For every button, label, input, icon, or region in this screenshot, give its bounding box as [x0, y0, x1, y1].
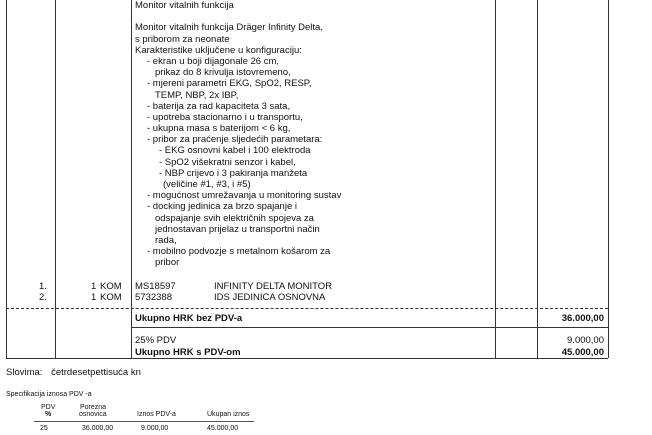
- vat-spec-rate: 25: [40, 425, 48, 432]
- totals-separator: [6, 308, 608, 309]
- description-line: - mjereni parametri EKG, SpO2, RESP,: [147, 78, 312, 90]
- description-line: - pribor za praćenje sljedećih parametara:: [147, 134, 323, 146]
- vat-spec-total: 45.000,00: [207, 425, 239, 432]
- item-code: MS18597: [135, 281, 176, 292]
- vat-label: 25% PDV: [135, 335, 177, 346]
- amount-in-words-label: Slovima:: [6, 367, 43, 378]
- description-line: - ekran u boji dijagonale 26 cm,: [147, 55, 280, 67]
- description-line: [135, 11, 341, 22]
- item-quantity: 1: [91, 281, 97, 292]
- description-line: - EKG osnovni kabel i 100 elektroda: [159, 145, 311, 157]
- description-line: Monitor vitalnih funkcija: [135, 0, 234, 11]
- amount-in-words: [6, 367, 141, 378]
- item-unit: KOM: [100, 292, 122, 303]
- vat-spec-divider: [34, 421, 254, 422]
- item-code: 5732388: [135, 292, 172, 303]
- vat-value: 9.000,00: [567, 335, 604, 346]
- description-line: Karakteristike uključene u konfiguraciju:: [135, 44, 302, 56]
- vat-spec-header-total: Ukupan iznos: [207, 411, 250, 418]
- item-number: 2.: [39, 292, 47, 303]
- table-col-divider: [495, 0, 496, 358]
- gross-total-label: Ukupno HRK s PDV-om: [135, 347, 241, 358]
- table-col-divider: [537, 0, 538, 358]
- description-line: - NBP crijevo i 3 pakiranja manžeta: [159, 167, 308, 179]
- item-unit: KOM: [100, 281, 122, 292]
- vat-spec-header-vat: Iznos PDV-a: [137, 411, 176, 418]
- table-border-right: [608, 0, 609, 358]
- gross-total-value: 45.000,00: [561, 347, 604, 358]
- description-line: - mogućnost umrežavanja u monitoring sustav: [147, 190, 342, 202]
- vat-spec-header-base: Porezna: [80, 404, 107, 411]
- description-line: - SpO2 višekratni senzor i kabel,: [159, 156, 296, 168]
- item-quantity: 1: [91, 292, 97, 303]
- item-description: [135, 0, 341, 269]
- table-col-divider: [55, 0, 56, 358]
- description-line: - upotreba stacionarno i u transportu,: [147, 111, 303, 123]
- net-total-label: Ukupno HRK bez PDV-a: [135, 313, 243, 324]
- description-line: TEMP, NBP, 2x IBP,: [155, 89, 239, 101]
- vat-spec-header-base-2: osnovica: [79, 411, 107, 418]
- description-line: - mobilno podvozje s metalnom košarom za: [147, 246, 331, 258]
- item-name: IDS JEDINICA OSNOVNA: [214, 292, 326, 303]
- item-number: 1.: [39, 281, 47, 292]
- vat-spec-header-pdv: PDV: [41, 404, 56, 411]
- amount-in-words-text: četrdesetpettisuća kn: [51, 367, 141, 378]
- description-line: pribor: [155, 257, 180, 269]
- description-line: - ukupna masa s baterijom < 6 kg,: [147, 123, 291, 135]
- description-line: - baterija za rad kapaciteta 3 sata,: [147, 100, 291, 112]
- description-line: prikaz do 8 krivulja istovremeno,: [155, 67, 291, 79]
- description-line: rada,: [155, 234, 177, 246]
- table-border-left: [6, 0, 7, 358]
- totals-divider: [131, 327, 608, 328]
- description-line: odspajanje svih električnih spojeva za: [155, 212, 314, 224]
- description-line: Monitor vitalnih funkcija Dräger Infinity Delta,: [135, 22, 323, 34]
- description-line: - docking jedinica za brzo spajanje i: [147, 201, 297, 213]
- vat-spec-header-pct: %: [45, 411, 52, 418]
- description-line: (veličine #1, #3, i #5): [163, 179, 251, 190]
- description-line: s priborom za neonate: [135, 33, 230, 45]
- table-border-bottom: [6, 358, 608, 359]
- vat-spec-vat: 9.000,00: [141, 425, 169, 432]
- description-line: jednostavan prijelaz u transportni način: [155, 223, 320, 235]
- vat-spec-title: Specifikacija iznosa PDV -a: [6, 391, 92, 398]
- item-name: INFINITY DELTA MONITOR: [214, 281, 333, 292]
- table-col-divider: [131, 0, 132, 358]
- net-total-value: 36.000,00: [561, 313, 604, 324]
- vat-spec-base: 36.000,00: [82, 425, 114, 432]
